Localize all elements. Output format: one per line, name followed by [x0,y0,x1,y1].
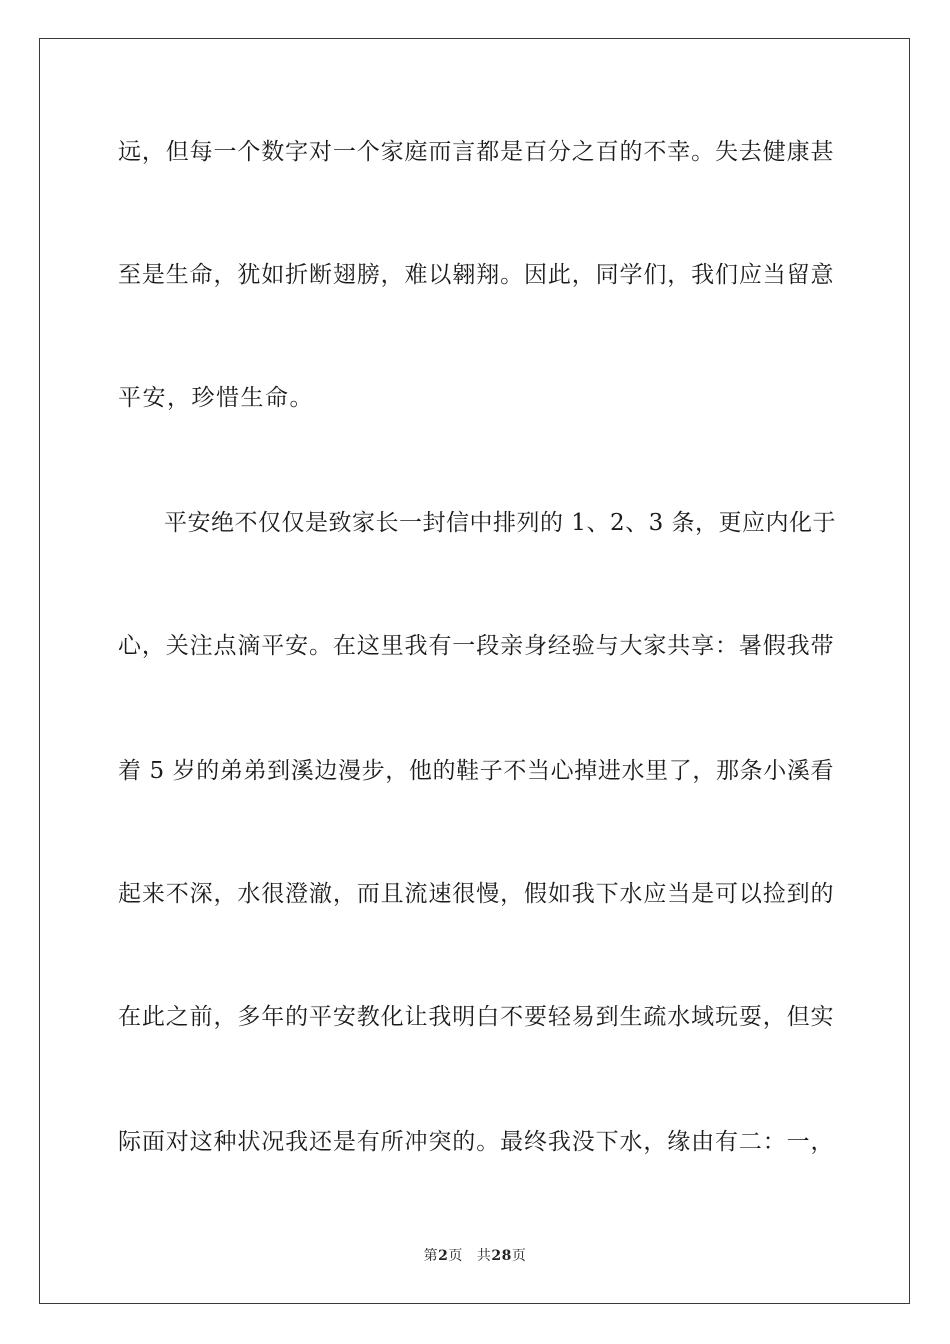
page-number: 2 [438,1248,449,1264]
page-footer [0,1247,950,1265]
total-pages: 28 [491,1248,512,1264]
paragraph-line-1: 远，但每一个数字对一个家庭而言都是百分之百的不幸。失去健康甚 [118,139,834,165]
total-prefix: 共 [476,1248,492,1264]
paragraph-line-2: 至是生命，犹如折断翅膀，难以翱翔。因此，同学们，我们应当留意 [118,262,834,288]
page-suffix: 页 [448,1248,463,1264]
paragraph-line-4: 平安绝不仅仅是致家长一封信中排列的 1、2、3 条，更应内化于 [164,510,837,536]
paragraph-line-6: 着 5 岁的弟弟到溪边漫步，他的鞋子不当心掉进水里了，那条小溪看 [118,758,834,784]
page-border [39,38,910,1304]
paragraph-line-8: 在此之前，多年的平安教化让我明白不要轻易到生疏水域玩耍，但实 [118,1004,834,1030]
paragraph-line-9: 际面对这种状况我还是有所冲突的。最终我没下水，缘由有二：一， [118,1129,834,1155]
page-prefix: 第 [423,1248,439,1264]
total-suffix: 页 [511,1248,527,1264]
paragraph-line-3: 平安，珍惜生命。 [118,385,314,411]
paragraph-line-7: 起来不深，水很澄澈，而且流速很慢，假如我下水应当是可以捡到的 [118,881,834,907]
paragraph-line-5: 心，关注点滴平安。在这里我有一段亲身经验与大家共享：暑假我带 [118,633,834,659]
